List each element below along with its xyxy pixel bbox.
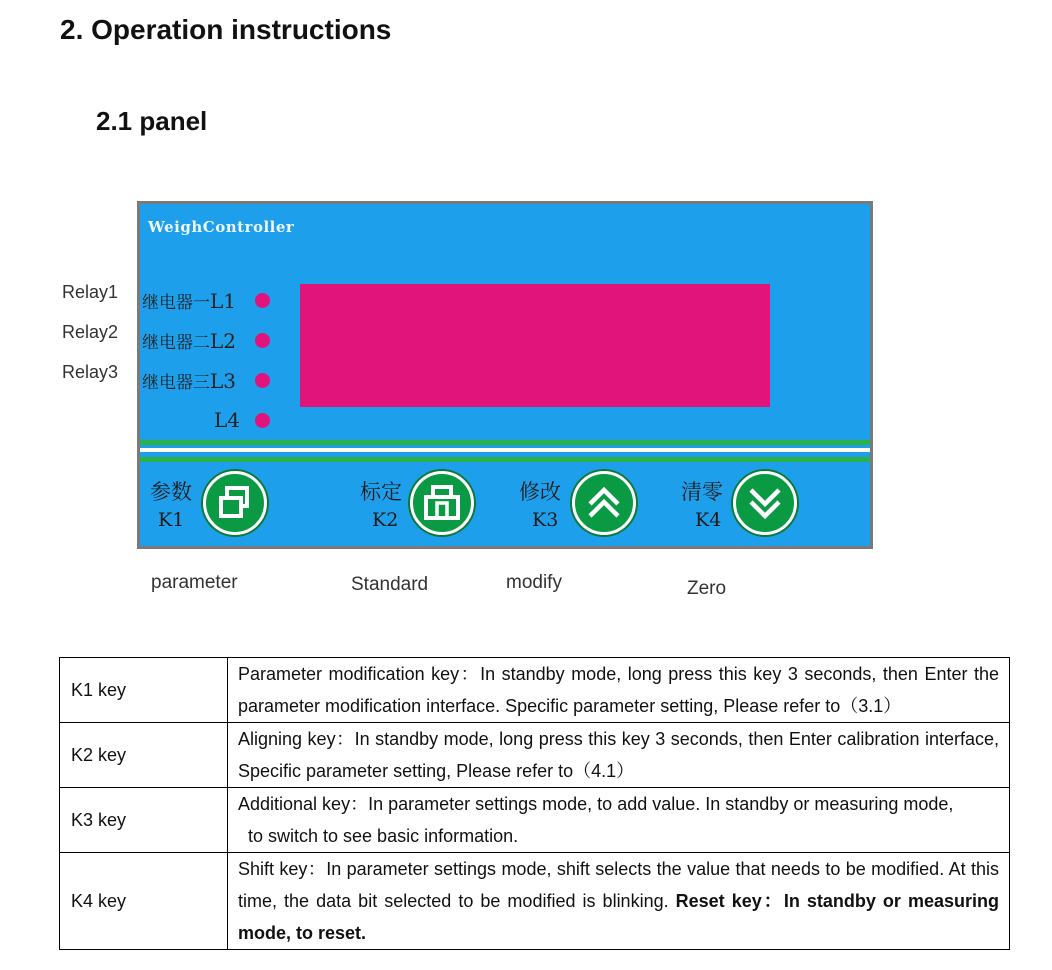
- modify-key-button[interactable]: [572, 471, 636, 535]
- k3-code-label: K3: [532, 509, 559, 531]
- relay-code: L2: [210, 329, 237, 353]
- k2-cn-label: 标定: [360, 480, 402, 504]
- description-cell: Aligning key：In standby mode, long press this key 3 seconds, then Enter calibration interface, Specific parameter setting, Please refer to（4.1）: [228, 723, 1010, 788]
- k2-english-label: Standard: [351, 574, 429, 595]
- k4-english-label: Zero: [687, 578, 727, 599]
- controller-panel: [137, 201, 873, 549]
- calibrate-icon: [413, 474, 471, 532]
- relay1-side-label: Relay1: [62, 282, 119, 302]
- k1-english-label: parameter: [151, 572, 238, 593]
- copy-icon: [206, 474, 264, 532]
- k3-cn-label: 修改: [519, 480, 561, 504]
- relay-indicator-l4: [214, 408, 240, 432]
- reset-key-description: Reset key：In standby or measuring mode, to reset.: [238, 891, 999, 943]
- subsection-heading: 2.1 panel: [96, 106, 208, 136]
- table-row: [60, 723, 1010, 788]
- relay2-side-label: Relay2: [62, 322, 119, 342]
- section-heading: 2. Operation instructions: [60, 14, 392, 45]
- relay-indicator-l3: [142, 368, 236, 393]
- description-text: to switch to see basic information.: [248, 826, 519, 846]
- relay-cn-label: 继电器二: [142, 333, 210, 353]
- relay3-side-label: Relay3: [62, 362, 119, 382]
- key-cell: K1 key: [60, 658, 228, 723]
- led-l3: [255, 373, 270, 388]
- zero-key-button[interactable]: [733, 471, 797, 535]
- relay-cn-label: 继电器一: [142, 293, 210, 313]
- double-chevron-down-icon: [736, 474, 794, 532]
- relay-cn-label: 继电器三: [142, 373, 210, 393]
- relay-code: L3: [210, 369, 237, 393]
- relay-code: L4: [214, 408, 241, 432]
- digital-display: [300, 284, 770, 407]
- description-text: Shift key：In parameter settings mode, shift selects the value that needs to be modified. At this time, the data bit selected to be modified is blinking.: [238, 859, 999, 911]
- k1-code-label: K1: [158, 509, 185, 531]
- description-cell: [228, 853, 1010, 950]
- standard-key-button[interactable]: [410, 471, 474, 535]
- led-l4: [255, 413, 270, 428]
- table-row: [60, 788, 1010, 853]
- k2-code-label: K2: [372, 509, 399, 531]
- description-cell: [228, 788, 1010, 853]
- k4-code-label: K4: [695, 509, 722, 531]
- led-l1: [255, 293, 270, 308]
- key-description-table: [59, 657, 1010, 950]
- key-cell: K2 key: [60, 723, 228, 788]
- key-cell: K3 key: [60, 788, 228, 853]
- k1-cn-label: 参数: [150, 480, 192, 504]
- description-text: Additional key：In parameter settings mode, to add value. In standby or measuring mode,: [238, 794, 954, 814]
- double-chevron-up-icon: [575, 474, 633, 532]
- brand-label: WeighController: [148, 218, 295, 236]
- divider-stripe: [140, 440, 870, 462]
- relay-indicator-l1: [142, 288, 236, 313]
- table-row: [60, 853, 1010, 950]
- table-row: [60, 658, 1010, 723]
- relay-indicator-l2: [142, 328, 236, 353]
- parameter-key-button[interactable]: [203, 471, 267, 535]
- k4-cn-label: 清零: [681, 480, 723, 504]
- k3-english-label: modify: [506, 572, 562, 593]
- description-cell: Parameter modification key：In standby mode, long press this key 3 seconds, then Enter the parameter modification interface. Specific parameter setting, Please refer to（3.1）: [228, 658, 1010, 723]
- led-l2: [255, 333, 270, 348]
- key-cell: K4 key: [60, 853, 228, 950]
- relay-code: L1: [210, 289, 237, 313]
